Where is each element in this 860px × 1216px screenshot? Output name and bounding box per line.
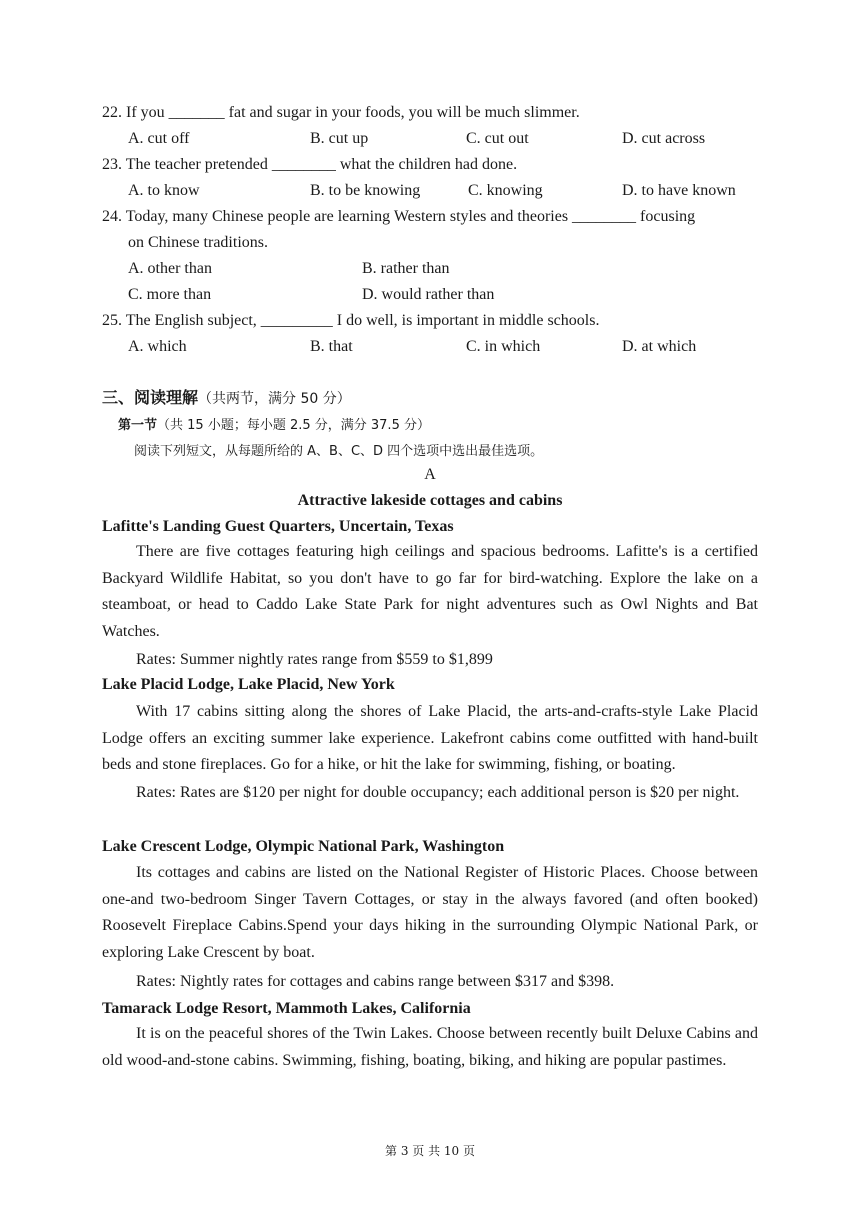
- entry-body-lake-crescent: Its cottages and cabins are listed on the National Register of Historic Places. Choose between one-and two-bedroom Singer Tavern Cottages, or stay in the always favored (and often booked) Roosevelt Fireplace Cabins.Spend your days hiking in the surrounding Olympic National Park, or exploring Lake Crescent by boat.: [102, 864, 758, 961]
- question-22-stem: 22. If you _______ fat and sugar in your foods, you will be much slimmer.: [102, 104, 580, 121]
- entry-heading-lake-crescent: Lake Crescent Lodge, Olympic National Park, Washington: [102, 838, 505, 855]
- subsection-title: 第一节: [118, 418, 158, 433]
- entry-body-lake-placid: With 17 cabins sitting along the shores of Lake Placid, the arts-and-crafts-style Lake Placid Lodge offers an exciting summer lake experience. Lakefront cabins come outfitted with hand-built beds and stone fireplaces. Go for a hike, or hit the lake for swimming, fishing, or boating.: [102, 703, 758, 773]
- question-25-option-b: B. that: [310, 338, 353, 355]
- question-25-option-a: A. which: [128, 338, 187, 355]
- question-22-option-b: B. cut up: [310, 130, 369, 147]
- question-24-option-d: D. would rather than: [362, 286, 495, 303]
- passage-label: A: [424, 466, 436, 483]
- question-23-option-d: D. to have known: [622, 182, 736, 199]
- question-22-option-d: D. cut across: [622, 130, 706, 147]
- subsection-note: （共 15 小题；每小题 2.5 分，满分 37.5 分）: [157, 418, 430, 433]
- entry-body-tamarack: It is on the peaceful shores of the Twin Lakes. Choose between recently built Deluxe Cabins and old wood-and-stone cabins. Swimming, fishing, boating, biking, and hiking are popular pastimes.: [102, 1025, 758, 1069]
- entry-heading-lake-placid: Lake Placid Lodge, Lake Placid, New York: [102, 676, 395, 693]
- entry-rates-lake-crescent: Rates: Nightly rates for cottages and cabins range between $317 and $398.: [136, 973, 615, 990]
- subsection-heading: [118, 414, 430, 433]
- question-24-stem-continued: on Chinese traditions.: [128, 234, 268, 251]
- question-24-option-a: A. other than: [128, 260, 212, 277]
- entry-rates-lafitte: Rates: Summer nightly rates range from $559 to $1,899: [136, 651, 493, 668]
- question-25-stem: 25. The English subject, _________ I do well, is important in middle schools.: [102, 312, 600, 329]
- question-23-option-c: C. knowing: [468, 182, 543, 199]
- entry-heading-lafitte: Lafitte's Landing Guest Quarters, Uncertain, Texas: [102, 518, 454, 535]
- question-23-option-b: B. to be knowing: [310, 182, 421, 199]
- entry-rates-lake-placid: Rates: Rates are $120 per night for double occupancy; each additional person is $20 per night.: [136, 784, 740, 801]
- question-23-option-a: A. to know: [128, 182, 200, 199]
- entry-body-lafitte: There are five cottages featuring high ceilings and spacious bedrooms. Lafitte's is a certified Backyard Wildlife Habitat, so you don't have to go far for bird-watching. Explore the lake on a steamboat, or head to Caddo Lake State Park for night adventures such as Owl Nights and Bat Watches.: [102, 543, 758, 640]
- entry-heading-tamarack: Tamarack Lodge Resort, Mammoth Lakes, California: [102, 1000, 471, 1017]
- question-25-option-d: D. at which: [622, 338, 697, 355]
- question-23-stem: 23. The teacher pretended ________ what the children had done.: [102, 156, 518, 173]
- passage-title: Attractive lakeside cottages and cabins: [297, 492, 563, 509]
- section-note: （共两节，满分 50 分）: [198, 391, 351, 407]
- section-heading: [102, 385, 351, 408]
- reading-instruction: 阅读下列短文，从每题所给的 A、B、C、D 四个选项中选出最佳选项。: [134, 444, 544, 459]
- question-22-option-a: A. cut off: [128, 130, 190, 147]
- section-title: 三、阅读理解: [102, 388, 199, 407]
- question-24-option-b: B. rather than: [362, 260, 450, 277]
- question-24-stem: 24. Today, many Chinese people are learning Western styles and theories ________ focusing: [102, 208, 696, 225]
- page-footer: 第 3 页 共 10 页: [385, 1144, 475, 1158]
- question-24-option-c: C. more than: [128, 286, 212, 303]
- question-22-option-c: C. cut out: [466, 130, 529, 147]
- question-25-option-c: C. in which: [466, 338, 541, 355]
